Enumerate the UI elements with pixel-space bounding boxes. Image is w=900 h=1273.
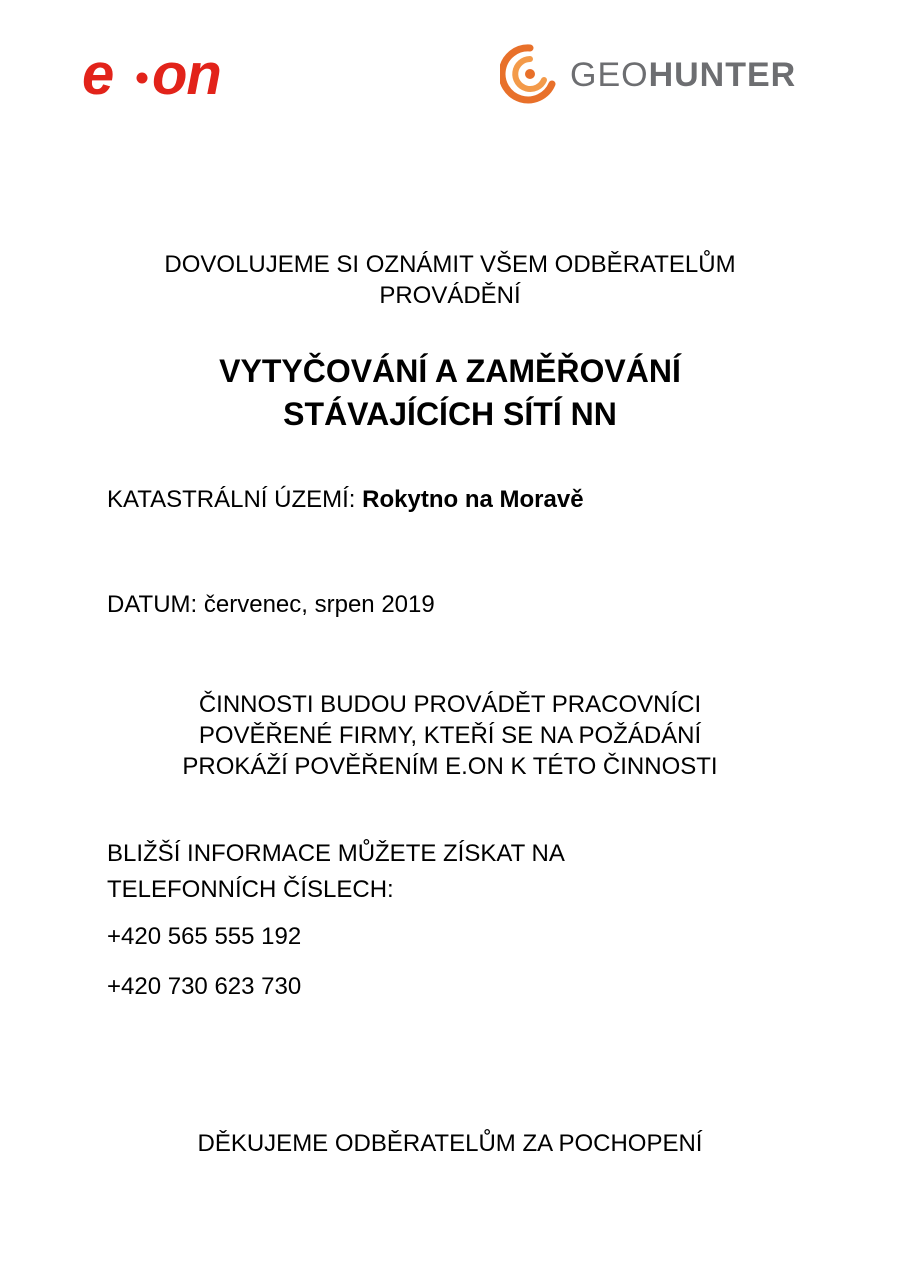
phone-number[interactable]: +420 730 623 730 — [107, 973, 302, 1000]
headline-line-2: STÁVAJÍCÍCH SÍTÍ NN — [283, 396, 617, 432]
geohunter-emblem-icon — [502, 48, 552, 100]
info-line-1: BLIŽŠÍ INFORMACE MŮŽETE ZÍSKAT NA — [107, 840, 565, 867]
headline-line-1: VYTYČOVÁNÍ A ZAMĚŘOVÁNÍ — [219, 353, 681, 389]
thanks-text: DĚKUJEME ODBĚRATELŮM ZA POCHOPENÍ — [197, 1130, 703, 1157]
notice-line-2: POVĚŘENÉ FIRMY, KTEŘÍ SE NA POŽÁDÁNÍ — [198, 722, 702, 749]
geohunter-bold-text: HUNTER — [648, 56, 797, 94]
intro-line-2: PROVÁDĚNÍ — [379, 282, 521, 309]
date-row — [107, 590, 435, 620]
svg-text:e: e — [82, 46, 113, 102]
cadastre-value: Rokytno na Moravě — [362, 486, 584, 513]
date-label: DATUM: — [107, 591, 198, 618]
geohunter-light-text: GEO — [570, 56, 649, 94]
headline — [0, 350, 900, 436]
intro-line-1: DOVOLUJEME SI OZNÁMIT VŠEM ODBĚRATELŮM — [164, 251, 736, 278]
svg-text:on: on — [152, 46, 221, 102]
info-line-2: TELEFONNÍCH ČÍSLECH: — [107, 876, 394, 903]
eon-logo — [80, 46, 270, 102]
notice-text — [0, 689, 900, 782]
cadastre-label: KATASTRÁLNÍ ÚZEMÍ: — [107, 486, 356, 513]
info-text — [107, 836, 667, 908]
phone-number[interactable]: +420 565 555 192 — [107, 923, 302, 950]
notice-line-3: PROKÁŽÍ POVĚŘENÍM E.ON K TÉTO ČINNOSTI — [182, 753, 718, 780]
notice-line-1: ČINNOSTI BUDOU PROVÁDĚT PRACOVNÍCI — [198, 691, 702, 718]
cadastre-row — [107, 485, 584, 515]
intro-text — [0, 249, 900, 311]
svg-text:GEOHUNTER — [570, 56, 796, 94]
date-value: červenec, srpen 2019 — [203, 591, 435, 618]
geohunter-logo — [500, 44, 840, 104]
